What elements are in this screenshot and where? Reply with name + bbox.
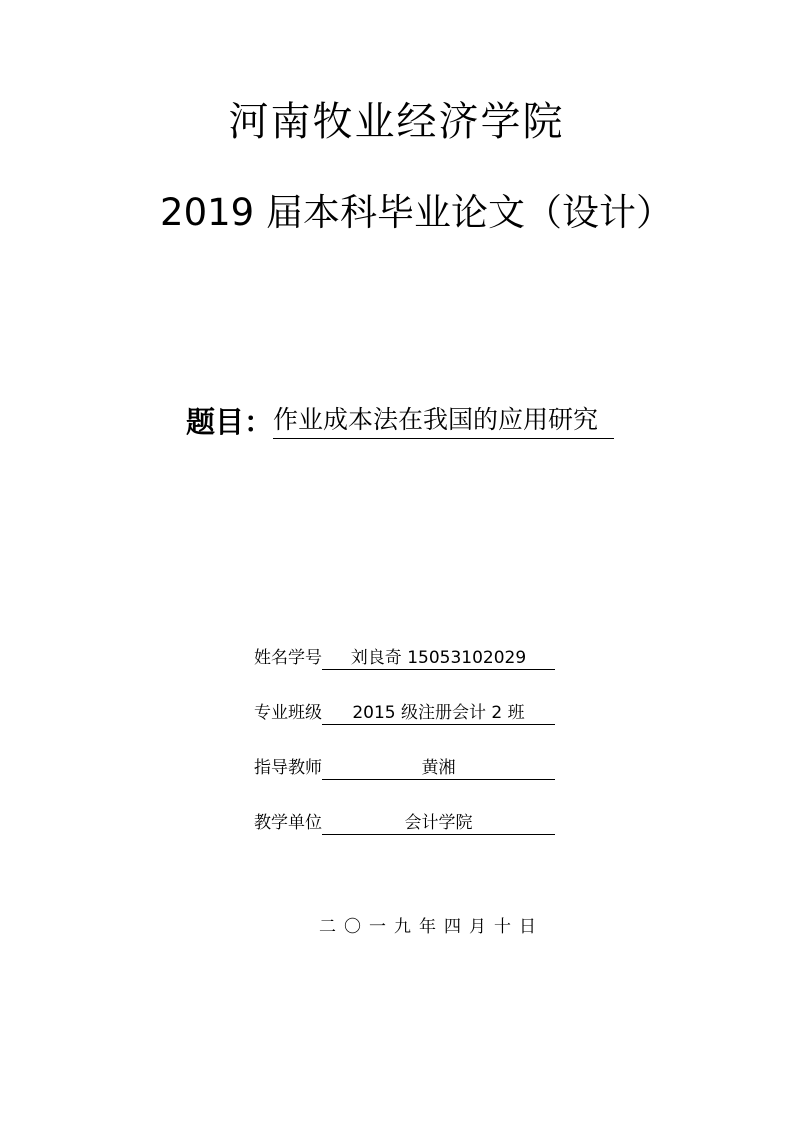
info-value: 黄湘 — [322, 757, 555, 780]
cover-date: 二〇一九年四月十日 — [319, 917, 544, 937]
topic-row — [186, 398, 614, 442]
topic-value: 作业成本法在我国的应用研究 — [273, 402, 614, 439]
info-row-major-class — [254, 701, 555, 725]
info-value: 会计学院 — [322, 812, 555, 835]
info-value: 2015 级注册会计 2 班 — [322, 702, 555, 725]
topic-label: 题目： — [186, 405, 274, 439]
info-value: 刘良奇 15053102029 — [322, 647, 555, 670]
info-label: 专业班级 — [254, 703, 322, 723]
info-row-advisor — [254, 756, 555, 780]
info-label: 姓名学号 — [254, 648, 322, 668]
info-label: 教学单位 — [254, 813, 322, 833]
info-row-name-id — [254, 646, 555, 670]
info-label: 指导教师 — [254, 758, 322, 778]
university-name: 河南牧业经济学院 — [228, 99, 565, 145]
thesis-title: 2019 届本科毕业论文（设计） — [160, 191, 673, 234]
info-row-department — [254, 811, 555, 835]
